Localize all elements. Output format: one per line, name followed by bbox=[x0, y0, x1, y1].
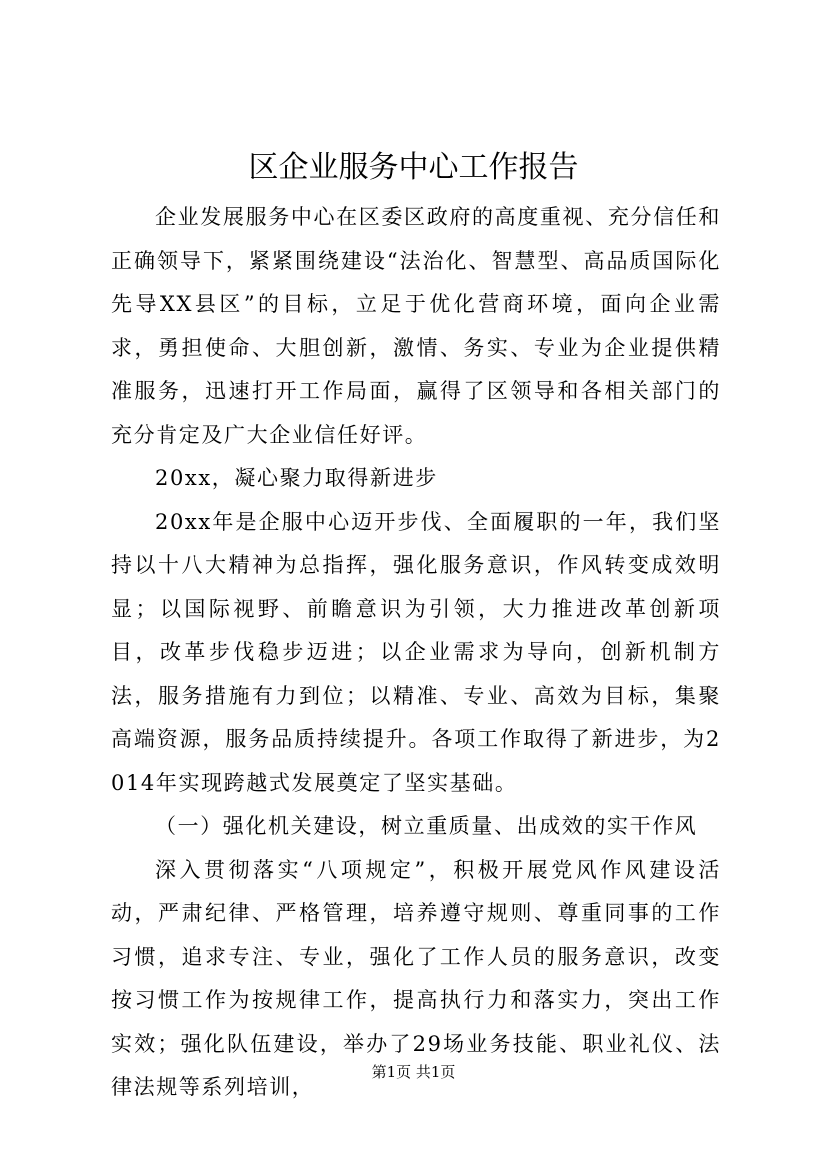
section-heading-progress: 20xx，凝心聚力取得新进步 bbox=[155, 466, 438, 490]
page-footer: 第1页 共1页 bbox=[371, 1063, 456, 1081]
paragraph-year-summary: 20xx年是企服中心迈开步伐、全面履职的一年，我们坚持以十八大精神为总指挥，强化服务意识，作风转变成效明显；以国际视野、前瞻意识为引领，大力推进改革创新项目，改革步伐稳步迈进；以企业需求为导向，创新机制方法，服务措施有力到位；以精准、专业、高效为目标，集聚高端资源，服务品质持续提升。各项工作取得了新进步，为2014年实现跨越式发展奠定了坚实基础。 bbox=[111, 509, 721, 795]
paragraph-intro: 企业发展服务中心在区委区政府的高度重视、充分信任和正确领导下，紧紧围绕建设“法治化、智慧型、高品质国际化先导XX县区”的目标，立足于优化营商环境，面向企业需求，勇担使命、大胆创新，激情、务实、专业为企业提供精准服务，迅速打开工作局面，赢得了区领导和各相关部门的充分肯定及广大企业信任好评。 bbox=[111, 205, 721, 447]
subsection-heading-1: （一）强化机关建设，树立重质量、出成效的实干作风 bbox=[155, 814, 698, 838]
document-title: 区企业服务中心工作报告 bbox=[248, 150, 579, 185]
paragraph-organization: 深入贯彻落实“八项规定”，积极开展党风作风建设活动，严肃纪律、严格管理，培养遵守规则、尊重同事的工作习惯，追求专注、专业，强化了工作人员的服务意识，改变按习惯工作为按规律工作，提高执行力和落实力，突出工作实效；强化队伍建设，举办了29场业务技能、职业礼仪、法律法规等系列培训， bbox=[111, 857, 721, 1099]
document-body bbox=[111, 196, 721, 1110]
